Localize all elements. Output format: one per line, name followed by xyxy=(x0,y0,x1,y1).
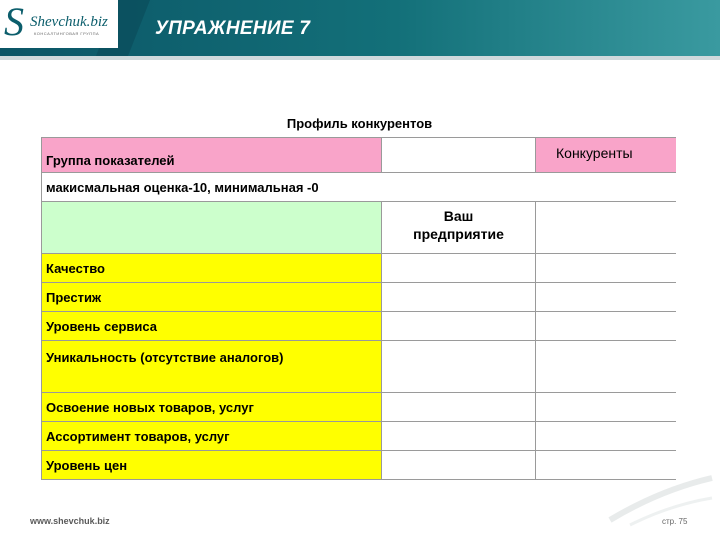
your-score-cell[interactable] xyxy=(381,253,536,283)
your-score-cell[interactable] xyxy=(381,450,536,480)
table-row xyxy=(41,311,382,341)
group-header-cell xyxy=(41,137,382,173)
competitor-score-cell[interactable] xyxy=(535,253,676,283)
table-row xyxy=(41,253,382,283)
page-number: стр. 75 xyxy=(662,517,688,526)
competitor-score-cell[interactable] xyxy=(535,311,676,341)
blank-green-cell xyxy=(41,201,382,254)
competitor-score-cell[interactable] xyxy=(535,392,676,422)
pen-decoration-icon xyxy=(600,470,718,530)
competitor-cell xyxy=(535,201,676,254)
blank-header-cell xyxy=(381,137,536,173)
row-label: Уровень сервиса xyxy=(46,319,157,334)
competitors-header-cell xyxy=(535,137,676,173)
your-score-cell[interactable] xyxy=(381,311,536,341)
table-row xyxy=(41,282,382,312)
your-score-cell[interactable] xyxy=(381,392,536,422)
your-company-label: Ваш предприятие xyxy=(413,208,504,242)
row-label: Качество xyxy=(46,261,105,276)
company-logo: S Shevchuk.biz КОНСАЛТИНГОВАЯ ГРУППА xyxy=(0,0,118,48)
competitor-score-cell[interactable] xyxy=(535,421,676,451)
header-divider xyxy=(0,56,720,60)
your-score-cell[interactable] xyxy=(381,421,536,451)
footer-url[interactable]: www.shevchuk.biz xyxy=(30,516,110,526)
logo-subtitle: КОНСАЛТИНГОВАЯ ГРУППА xyxy=(34,31,100,36)
group-header-label: Группа показателей xyxy=(46,153,175,168)
row-label: Ассортимент товаров, услуг xyxy=(46,429,230,444)
competitors-label: Конкуренты xyxy=(556,145,633,161)
logo-text: Shevchuk.biz xyxy=(30,14,108,30)
slide-header xyxy=(0,0,720,62)
your-score-cell[interactable] xyxy=(381,282,536,312)
row-label: Уровень цен xyxy=(46,458,128,473)
row-label: Престиж xyxy=(46,290,102,305)
competitor-score-cell[interactable] xyxy=(535,340,676,393)
scale-note-row xyxy=(41,172,676,202)
table-row xyxy=(41,421,382,451)
table-title: Профиль конкурентов xyxy=(286,116,433,131)
row-label: Освоение новых товаров, услуг xyxy=(46,400,254,415)
table-row xyxy=(41,392,382,422)
table-row xyxy=(41,450,382,480)
your-company-cell xyxy=(381,201,536,254)
slide-title: УПРАЖНЕНИЕ 7 xyxy=(155,18,311,39)
table-row xyxy=(41,340,382,393)
scale-note: макисмальная оценка-10, минимальная -0 xyxy=(46,180,319,195)
competitor-score-cell[interactable] xyxy=(535,282,676,312)
row-label: Уникальность (отсутствие аналогов) xyxy=(46,350,284,365)
your-score-cell[interactable] xyxy=(381,340,536,393)
